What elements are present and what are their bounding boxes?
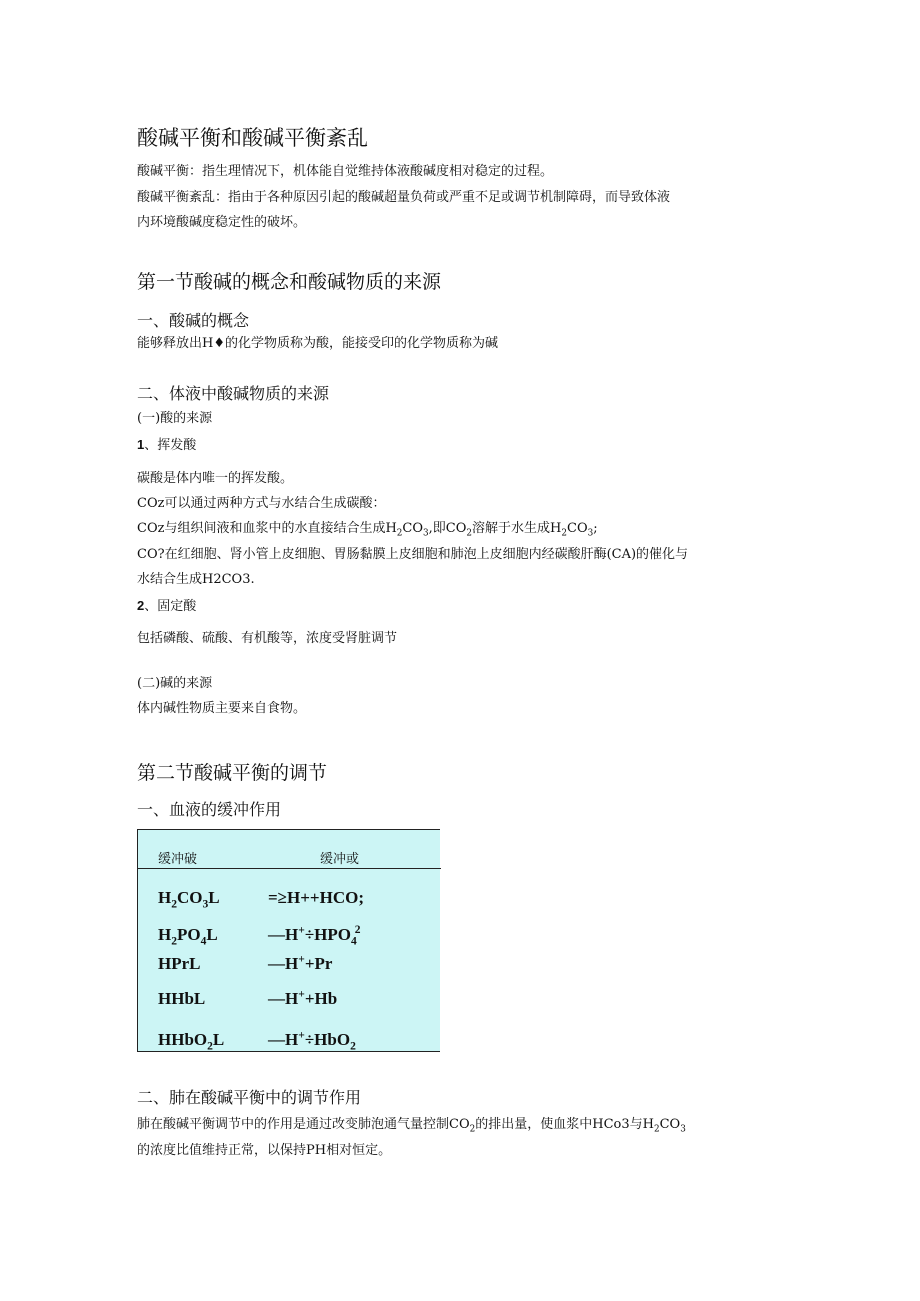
text-run: CO [659, 1117, 681, 1132]
buffer-pairs-table [137, 829, 440, 1052]
text-run: CO [402, 521, 424, 536]
subscript: 4 [351, 934, 357, 948]
superscript: + [298, 952, 305, 966]
formula: +Hb [304, 989, 338, 1008]
section1-part2-heading: 二、体液中酸碱物质的来源 [137, 384, 330, 403]
item-number: 2 [137, 598, 145, 613]
table-row-buffer [158, 1030, 225, 1053]
formula: CO [177, 888, 203, 907]
text-run: 肺在酸碱平衡调节中的作用是通过改变肺泡通气量控制CO [137, 1117, 470, 1132]
table-row-equation [268, 989, 337, 1009]
text-run: COz与组织间液和血浆中的水直接结合生成H [137, 521, 397, 536]
subscript: 2 [561, 528, 567, 539]
table-row-buffer [158, 888, 220, 911]
subscript: 2 [396, 528, 403, 539]
superscript: 2 [354, 923, 361, 937]
subscript: 2 [350, 1039, 356, 1053]
formula: H [158, 925, 172, 944]
subscript: 3 [202, 897, 209, 911]
formula: —H [268, 954, 299, 973]
paragraph [137, 1113, 686, 1135]
formula: ÷HPO [304, 925, 351, 944]
acid-source-subheading: (一)酸的来源 [137, 411, 213, 426]
table-row-buffer: HHbL [158, 989, 206, 1008]
subscript: 2 [171, 934, 178, 948]
formula: H [158, 888, 172, 907]
paragraph: 体内碱性物质主要来自食物。 [137, 701, 307, 716]
formula: +Pr [304, 954, 333, 973]
subscript: 2 [653, 1124, 660, 1135]
section2-heading: 第二节酸碱平衡的调节 [137, 762, 328, 784]
table-header-col1: 缓冲破 [158, 852, 198, 867]
subscript: 2 [171, 897, 178, 911]
item-number: 1 [137, 437, 145, 452]
volatile-acid-item [137, 434, 196, 453]
paragraph: 水结合生成H2CO3. [137, 572, 255, 587]
formula: L [206, 925, 218, 944]
paragraph: COz可以通过两种方式与水结合生成碳酸： [137, 496, 386, 511]
fixed-acid-item [137, 595, 196, 614]
subscript: 2 [207, 1039, 213, 1053]
paragraph: 包括磷酸、硫酸、有机酸等，浓度受肾脏调节 [137, 631, 398, 646]
section2-part1-heading: 一、血液的缓冲作用 [137, 800, 282, 819]
text-run: 的排出量，使血浆中HCo3与H [475, 1117, 654, 1132]
superscript: + [298, 1028, 305, 1042]
table-row-equation [268, 923, 361, 948]
table-row-equation [268, 954, 332, 974]
text-run: CO [567, 521, 588, 536]
intro-line-2: 酸碱平衡紊乱：指由于各种原因引起的酸碱超量负荷或严重不足或调节机制障碍，而导致体液 [137, 190, 671, 205]
formula: —H [268, 1030, 299, 1049]
paragraph: 碳酸是体内唯一的挥发酸。 [137, 471, 294, 486]
formula: L [212, 1030, 225, 1049]
table-header-divider [138, 868, 441, 869]
table-row-equation [268, 1028, 356, 1053]
section1-part1-text: 能够释放出H♦的化学物质称为酸，能接受印的化学物质称为碱 [137, 336, 498, 351]
formula: HHbO [158, 1030, 208, 1049]
superscript: + [298, 987, 305, 1001]
table-row-equation: =≥H++HCO; [268, 888, 364, 907]
paragraph: CO?在红细胞、肾小管上皮细胞、胃肠黏膜上皮细胞和肺泡上皮细胞内经碳酸肝酶(CA)的催化与 [137, 547, 689, 562]
formula: —H [268, 989, 299, 1008]
text-run: 溶解于水生成H [472, 521, 562, 536]
subscript: 3 [680, 1124, 686, 1135]
table-header-col2: 缓冲或 [320, 852, 360, 867]
paragraph [137, 517, 598, 539]
text-run: ; [593, 521, 598, 536]
subscript: 3 [423, 528, 429, 539]
formula: ÷HbO [304, 1030, 351, 1049]
section1-part1-heading: 一、酸碱的概念 [137, 311, 250, 330]
section2-part2-heading: 二、肺在酸碱平衡中的调节作用 [137, 1088, 362, 1107]
formula: PO [177, 925, 201, 944]
intro-line-3: 内环境酸碱度稳定性的破坏。 [137, 215, 307, 230]
intro-line-1: 酸碱平衡：指生理情况下，机体能自觉维持体液酸碱度相对稳定的过程。 [137, 164, 554, 179]
subscript: 3 [587, 528, 594, 539]
item-label: 、固定酸 [144, 599, 197, 614]
formula: L [208, 888, 220, 907]
subscript: 2 [469, 1124, 476, 1135]
document-title: 酸碱平衡和酸碱平衡紊乱 [137, 126, 368, 150]
formula: —H [268, 925, 299, 944]
base-source-subheading: (二)碱的来源 [137, 676, 213, 691]
subscript: 4 [200, 934, 207, 948]
superscript: + [298, 923, 305, 937]
table-row-buffer: HPrL [158, 954, 201, 973]
item-label: 、挥发酸 [144, 438, 197, 453]
subscript: 2 [466, 528, 473, 539]
section1-heading: 第一节酸碱的概念和酸碱物质的来源 [137, 271, 442, 293]
text-run: ,即CO [428, 521, 467, 536]
paragraph: 的浓度比值维持正常，以保持PH相对恒定。 [137, 1143, 392, 1158]
table-row-buffer [158, 925, 218, 948]
